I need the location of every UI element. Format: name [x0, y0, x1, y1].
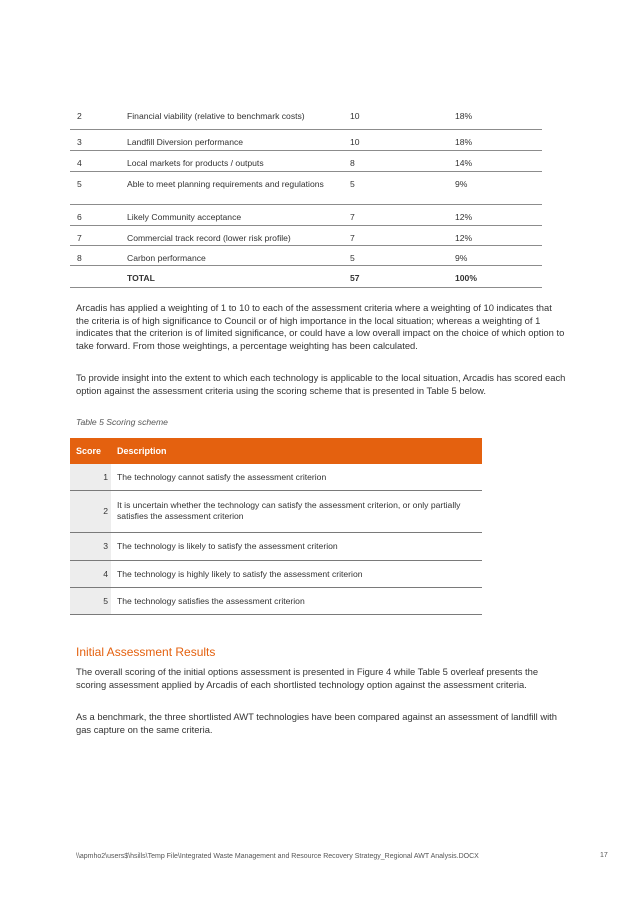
criterion-name: Financial viability (relative to benchmark costs) [127, 111, 305, 121]
criterion-number: 4 [77, 158, 82, 168]
criterion-name: Local markets for products / outputs [127, 158, 264, 168]
criterion-number: 6 [77, 212, 82, 222]
table-row [70, 172, 542, 205]
header-score: Score [76, 446, 102, 456]
criterion-number: 8 [77, 253, 82, 263]
table-row [70, 151, 542, 172]
criterion-percent: 9% [455, 253, 468, 263]
criterion-weight: 8 [350, 158, 355, 168]
table-row [70, 561, 482, 588]
table-row [70, 130, 542, 151]
table-row [70, 246, 542, 266]
criterion-percent: 9% [455, 179, 468, 189]
criterion-number: 3 [77, 137, 82, 147]
criterion-percent: 18% [455, 137, 473, 147]
table-row [70, 104, 542, 130]
total-label: TOTAL [127, 273, 155, 283]
criterion-number: 5 [77, 179, 82, 189]
table-row [70, 226, 542, 246]
criterion-name: Likely Community acceptance [127, 212, 242, 222]
criterion-percent: 14% [455, 158, 473, 168]
criterion-name: Landfill Diversion performance [127, 137, 244, 147]
score-description: The technology cannot satisfy the assessment criterion [117, 472, 327, 482]
scoring-table [70, 438, 482, 615]
score-value: 4 [103, 569, 108, 579]
benchmark-paragraph: As a benchmark, the three shortlisted AWT technologies have been compared against an assessment of landfill with gas capture on the same criteria. [76, 711, 557, 735]
criterion-percent: 12% [455, 233, 473, 243]
table-caption: Table 5 Scoring scheme [76, 417, 168, 427]
score-value: 3 [103, 541, 108, 551]
total-weight: 57 [350, 273, 360, 283]
table-row [70, 533, 482, 561]
score-description: The technology is likely to satisfy the assessment criterion [117, 541, 338, 551]
total-percent: 100% [455, 273, 477, 283]
table-row [70, 588, 482, 615]
score-value: 2 [103, 506, 108, 516]
criterion-number: 7 [77, 233, 82, 243]
score-description: It is uncertain whether the technology can satisfy the assessment criterion, or only partially satisfies the assessment criterion [117, 500, 461, 521]
footer-path: \\apmho2\users$\hsills\Temp File\Integrated Waste Management and Resource Recovery Strategy_Regional AWT Analysis.DOCX [76, 853, 479, 860]
criterion-name: Able to meet planning requirements and regulations [127, 179, 324, 189]
score-description: The technology is highly likely to satisfy the assessment criterion [117, 569, 363, 579]
criterion-weight: 10 [350, 111, 360, 121]
criterion-percent: 18% [455, 111, 473, 121]
criterion-number: 2 [77, 111, 82, 121]
table-row [70, 464, 482, 491]
results-paragraph: The overall scoring of the initial options assessment is presented in Figure 4 while Table 5 overleaf presents the scoring assessment applied by Arcadis of each shortlisted technology option against the assessment criteria. [76, 666, 539, 690]
criterion-percent: 12% [455, 212, 473, 222]
criterion-weight: 7 [350, 212, 355, 222]
criterion-name: Commercial track record (lower risk profile) [127, 233, 291, 243]
score-description: The technology satisfies the assessment criterion [117, 596, 305, 606]
table-row [70, 491, 482, 533]
criterion-weight: 7 [350, 233, 355, 243]
table-row [70, 205, 542, 226]
scoring-table-header [70, 438, 482, 464]
criterion-weight: 5 [350, 179, 355, 189]
criterion-name: Carbon performance [127, 253, 206, 263]
criterion-weight: 10 [350, 137, 360, 147]
total-row [70, 266, 542, 288]
score-value: 1 [103, 472, 108, 482]
criterion-weight: 5 [350, 253, 355, 263]
criteria-table [70, 104, 542, 288]
page-number: 17 [600, 852, 608, 859]
section-heading: Initial Assessment Results [76, 645, 216, 659]
score-value: 5 [103, 596, 108, 606]
weighting-paragraph: Arcadis has applied a weighting of 1 to 10 to each of the assessment criteria where a weighting of 10 indicates that the criteria is of high significance to Council or of high importance in the local situation; whereas a weighting of 1 indicates that the criterion is of limited significance, or could have a low overall impact on the choice of which option to take forward. From those weightings, a percentage weighting has been calculated. [76, 302, 565, 351]
header-description: Description [117, 446, 167, 456]
scoring-intro-paragraph: To provide insight into the extent to which each technology is applicable to the local situation, Arcadis has scored each option against the assessment criteria using the scoring scheme that is presented in Table 5 below. [76, 372, 566, 396]
